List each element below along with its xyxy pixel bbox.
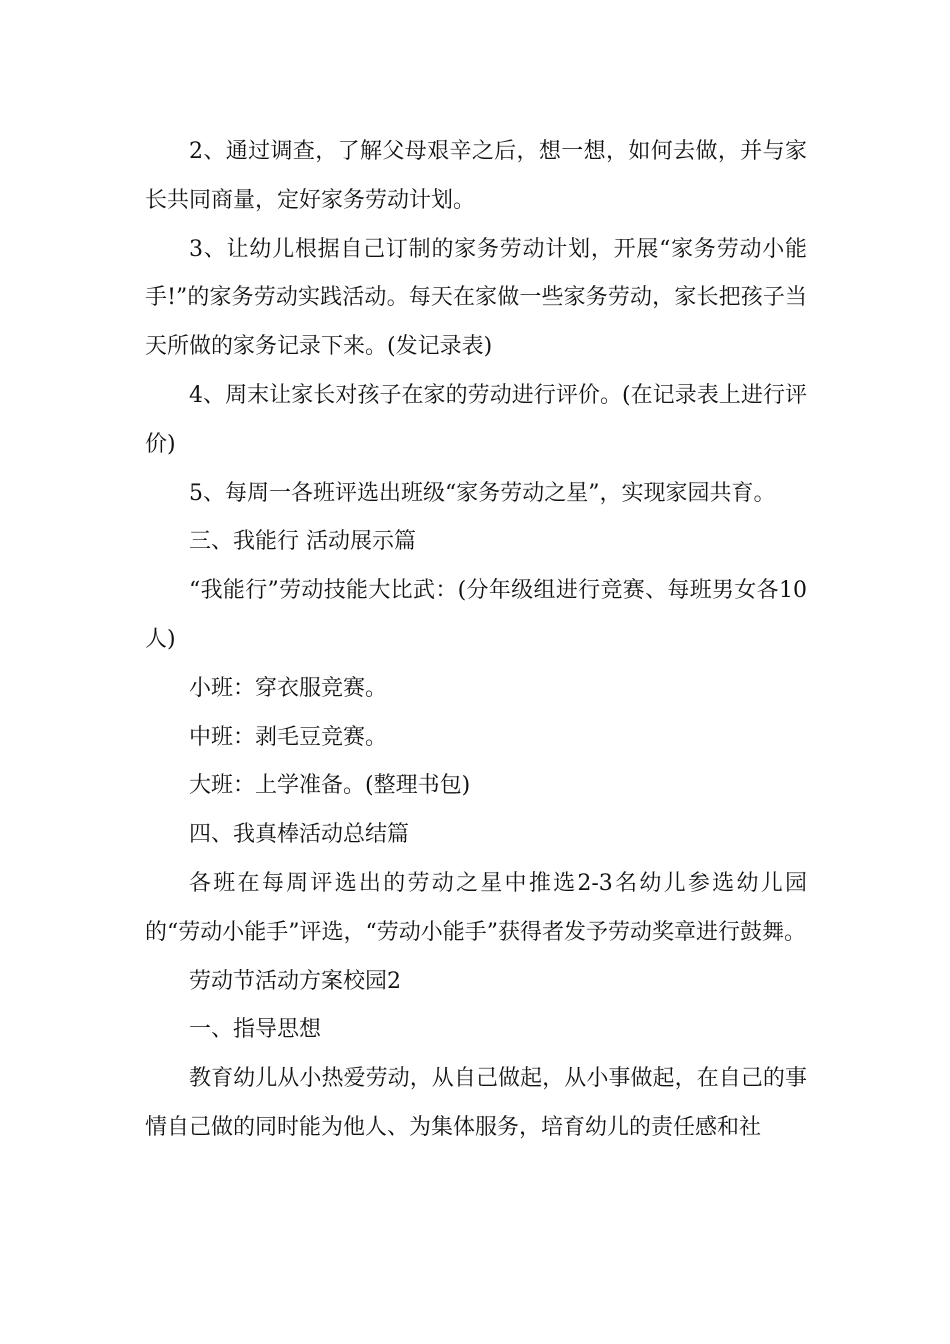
paragraph-plan-step-5: 5、每周一各班评选出班级“家务劳动之星”，实现家园共育。 <box>189 480 776 506</box>
paragraph-big-class: 大班：上学准备。(整理书包) <box>189 773 471 799</box>
paragraph-plan-step-3: 3、让幼儿根据自己订制的家务劳动计划，开展“家务劳动小能手!”的家务劳动实践活动。每天在家做一些家务劳动，家长把孩子当天所做的家务记录下来。(发记录表) <box>145 236 807 360</box>
paragraph-small-class: 小班：穿衣服竞赛。 <box>189 675 388 701</box>
paragraph-plan-step-4: 4、周末让家长对孩子在家的劳动进行评价。(在记录表上进行评价) <box>145 382 807 457</box>
paragraph-summary: 各班在每周评选出的劳动之星中推选2-3名幼儿参选幼儿园的“劳动小能手”评选，“劳动小能手”获得者发予劳动奖章进行鼓舞。 <box>145 870 807 945</box>
paragraph-skill-contest: “我能行”劳动技能大比武：(分年级组进行竞赛、每班男女各10人) <box>145 578 807 652</box>
plan-title-2: 劳动节活动方案校园2 <box>189 968 401 994</box>
paragraph-plan-step-2: 2、通过调查，了解父母艰辛之后，想一想，如何去做，并与家长共同商量，定好家务劳动计划。 <box>145 139 807 213</box>
section-heading-4: 四、我真棒活动总结篇 <box>189 822 410 848</box>
paragraph-guiding-idea: 教育幼儿从小热爱劳动，从自己做起，从小事做起，在自己的事情自己做的同时能为他人、为集体服务，培育幼儿的责任感和社 <box>145 1066 807 1140</box>
paragraph-middle-class: 中班：剥毛豆竞赛。 <box>189 724 388 750</box>
section-heading-1: 一、指导思想 <box>189 1017 322 1043</box>
section-heading-3: 三、我能行 活动展示篇 <box>189 529 416 555</box>
document-body <box>145 128 807 1153</box>
